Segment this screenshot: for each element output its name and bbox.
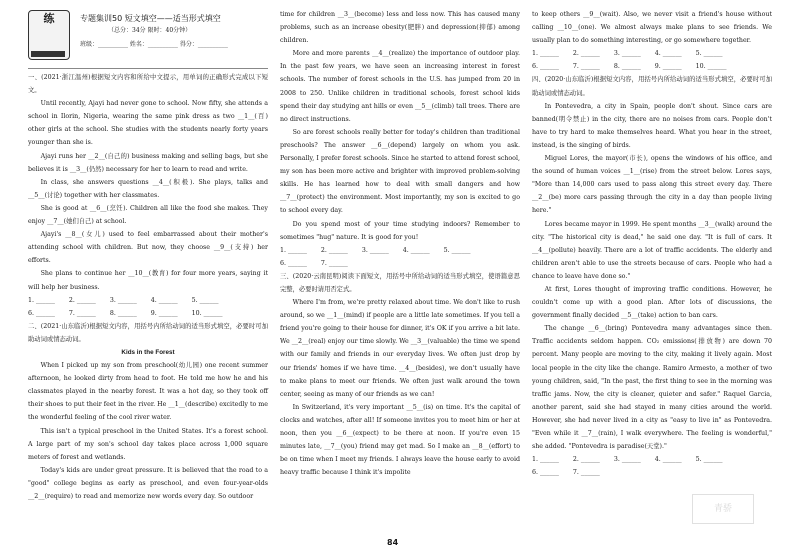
page-number: 84 <box>387 538 399 547</box>
answer-blank[interactable]: 1. ______ <box>280 246 307 254</box>
paragraph: More and more parents __4__(realize) the importance of outdoor play. In the past few years, we have seen an increasing interest in forest schools. The number of forest schools in the U.S. has jumped from 20 in 2008 to 250. Unlike children in traditional schools, forest school kids spend their day studying ant hills or even __5__(climb) tall trees. There are no direct instructions. <box>280 50 520 123</box>
paragraph: She plans to continue her __10__(教育) for four more years, saying it will help her business. <box>28 270 268 291</box>
answer-row <box>532 47 772 60</box>
column-left <box>28 8 268 503</box>
answer-blank[interactable]: 8. ______ <box>613 63 641 71</box>
answer-blank[interactable]: 9. ______ <box>654 63 682 71</box>
logo-text: 练 <box>43 12 55 25</box>
answer-blank[interactable]: 7. ______ <box>572 469 600 477</box>
paragraph: When I picked up my son from preschool(幼儿园) one recent summer afternoon, he looked dirty from head to foot. He told me how he and his classmates played in the nearby forest. It was a hot day, so they took off their shoes to put their feet in the river. He __1__(describe) excitedly to me the wonderful feeling of the cool river water. <box>28 362 268 422</box>
answer-row <box>280 257 520 270</box>
answer-blank[interactable]: 4. ______ <box>150 296 178 304</box>
answer-blank[interactable]: 5. ______ <box>695 50 723 58</box>
section-4-instruction: 四、(2020·山东临沂)根据短文内容，用括号内所给动词的适当形式填空，必要时可加助动词或情态动词。 <box>532 76 772 97</box>
answer-row <box>280 244 520 257</box>
paragraph: Ajayi runs her __2__(自己的) business making and selling bags, but she believes it is __3__(仍然) necessary for her to learn to read and write. <box>28 152 268 173</box>
answer-blank[interactable]: 4. ______ <box>654 50 682 58</box>
paragraph: In Pontevedra, a city in Spain, people don't shout. Since cars are banned(明令禁止) in the city, there are no noises from cars. People don't have to try hard to make themselves heard. What you hear in the street, instead, is the singing of birds. <box>532 102 772 149</box>
section-3-instruction: 三、(2020·云南昆明)阅读下面短文，用括号中所给动词的适当形式填空，使语篇意思完整，必要时请用否定式。 <box>280 272 520 293</box>
answer-blank[interactable]: 3. ______ <box>109 296 137 304</box>
paragraph: Do you spend most of your time studying indoors? Remember to sometimes "hug" nature. It is good for you! <box>280 220 520 241</box>
column-right <box>532 8 772 479</box>
paragraph: In Switzerland, it's very important __5__(is) on time. It's the capital of clocks and watches, after all! If someone invites you to meet him or her at noon, then you __6__(expect) to be there at noon. If you're even 15 minutes late, __7__(you) friend may get mad. So I make an __8__(effort) to be on time when I meet my friends. I always leave the house early to avoid heavy traffic because I think it's impolite <box>280 403 520 477</box>
section-1-instruction: 一、(2021·浙江温州)根据短文内容和所给中文提示，用单词的正确形式完成以下短文。 <box>28 74 268 95</box>
answer-blank[interactable]: 1. ______ <box>28 296 55 304</box>
answer-blank[interactable]: 2. ______ <box>68 296 96 304</box>
answer-blank[interactable]: 6. ______ <box>532 63 559 71</box>
answer-blank[interactable]: 4. ______ <box>654 456 682 464</box>
answer-blank[interactable]: 2. ______ <box>572 456 600 464</box>
answer-blank[interactable]: 5. ______ <box>443 246 471 254</box>
answer-row <box>532 453 772 466</box>
watermark-stamp: 青骄 <box>692 494 754 524</box>
answer-blank[interactable]: 3. ______ <box>613 456 641 464</box>
answer-row <box>532 60 772 73</box>
answer-blank[interactable]: 5. ______ <box>695 456 723 464</box>
paragraph: Today's kids are under great pressure. It is believed that the road to a "good" college begins as early as preschool, and even four-year-olds __2__(require) to read and memorize new words every day. So outdoor <box>28 466 268 500</box>
answer-row <box>28 294 268 307</box>
answer-blank[interactable]: 2. ______ <box>572 50 600 58</box>
answer-blank[interactable]: 8. ______ <box>109 309 137 317</box>
paragraph: So are forest schools really better for today's children than traditional preschools? The answer __6__(depend) largely on whom you ask. Personally, I prefer forest schools. Since he started to attend forest school, my son has been more active and brighter with improved problem-solving skills. He has learned how to deal with small dangers and how __7__(protect) the environment. Most importantly, my son is excited to go to school every day. <box>280 128 520 215</box>
paragraph: Miguel Lores, the mayor(市长), opens the windows of his office, and the sound of human voices __1__(rise) from the street below. Lores says, "More than 14,000 cars used to pass along this street every day. There __2__(be) more cars passing through the city in a day than people living here." <box>532 155 772 215</box>
answer-blank[interactable]: 7. ______ <box>572 63 600 71</box>
answer-blank[interactable]: 10. ______ <box>191 309 223 317</box>
answer-blank[interactable]: 3. ______ <box>361 246 389 254</box>
answer-blank[interactable]: 1. ______ <box>532 456 559 464</box>
column-middle <box>280 8 520 479</box>
worksheet-header <box>28 8 268 69</box>
paragraph: The change __6__(bring) Pontevedra many advantages since then. Traffic accidents seldom happen. CO₂ emissions(排放物) are down 70 percent. Many people are moving to the city, making it lively again. Most local people in the city like the change. Ramiro Armesto, a mother of two young children, said, "In the past, the first thing to see in the morning was traffic jams. Now, the city is cleaner, quieter and safer." Raquel Garcia, another parent, said she had stayed in many cities around the world. However, she had never lived in a city as "easy to live in" as Pontevedra. "Even while it __7__(rain), I walk everywhere. The feeling is wonderful," she added. "Pontevedra is paradise(天堂)." <box>532 325 772 451</box>
paragraph: Until recently, Ajayi had never gone to school. Now fifty, she attends a school in Ilorin, Nigeria, wearing the same pink dress as two __1__(百) other girls at the school. She studies with the students nearly forty years younger than she is. <box>28 100 268 147</box>
answer-blank[interactable]: 9. ______ <box>150 309 178 317</box>
answer-blank[interactable]: 5. ______ <box>191 296 219 304</box>
worksheet-title: 专题集训50 短文填空——适当形式填空 <box>80 14 221 23</box>
paragraph: Lores became mayor in 1999. He spent months __3__(walk) around the city. "The historical city is dead," he said one day. "It is full of cars. It __4__(pollute) heavily. There are a lot of traffic accidents. The elderly and children aren't able to use the streets because of cars. People who had a chance to leave have done so." <box>532 220 772 280</box>
worksheet-subtitle: （总分：34分 限时：40分钟） <box>108 27 192 34</box>
answer-blank[interactable]: 10. ______ <box>695 63 727 71</box>
answer-blank[interactable]: 1. ______ <box>532 50 559 58</box>
paragraph: Where I'm from, we're pretty relaxed about time. We don't like to rush around, so we __1__(mind) if people are a little late sometimes. If you tell a friend you're going to their house for dinner, it's OK if you arrive a bit late. We __2__(real) enjoy our time slowly. We __3__(valuable) the time we spend with our family and friends in our everyday lives. We often just drop by our friends' homes if we have time. __4__(besides), we don't usually have to make plans to meet our friends. We often just walk around the town center, seeing as many of our friends as we can! <box>280 299 520 398</box>
answer-blank[interactable]: 7. ______ <box>68 309 96 317</box>
answer-blank[interactable]: 6. ______ <box>28 309 55 317</box>
answer-blank[interactable]: 6. ______ <box>532 469 559 477</box>
answer-blank[interactable]: 6. ______ <box>280 259 307 267</box>
paragraph: This isn't a typical preschool in the United States. It's a forest school. A large part of my son's school day takes place across 1,000 square meters of forest and wetlands. <box>28 427 268 461</box>
paragraph: time for children __3__(become) less and less now. This has caused many problems, such as an increase obesity(肥胖) and depression(抑郁) among children. <box>280 11 520 45</box>
answer-blank[interactable]: 4. ______ <box>402 246 430 254</box>
paragraph: In class, she answers questions __4__(积极). She plays, talks and __5__(讨论) together with her classmates. <box>28 178 268 199</box>
student-info-line: 班级：__________ 姓名：__________ 得分：__________ <box>80 41 228 48</box>
answer-blank[interactable]: 2. ______ <box>320 246 348 254</box>
answer-row <box>28 307 268 320</box>
passage-title: Kids in the Forest <box>121 348 175 356</box>
answer-blank[interactable]: 7. ______ <box>320 259 348 267</box>
logo <box>28 10 70 60</box>
paragraph: Ajayi's __8__(女儿) used to feel embarrassed about their mother's attending school with children. But now, they choose __9__(支持) her efforts. <box>28 231 268 265</box>
paragraph: She is good at __6__(烹饪). Children all like the food she makes. They enjoy __7__(她们自己) at school. <box>28 204 268 226</box>
answer-row <box>532 466 772 479</box>
paragraph: to keep others __9__(wait). Also, we never visit a friend's house without calling __10__(one). We almost always make plans to see friends. We usually plan to do something interesting, or go somewhere together. <box>532 11 772 45</box>
section-2-instruction: 二、(2021·山东临沂)根据短文内容，用括号内所给动词的适当形式填空，必要时可加助动词或情态动词。 <box>28 322 268 343</box>
paragraph: At first, Lores thought of improving traffic conditions. However, he couldn't come up with a good plan. After lots of discussions, the government finally decided __5__(take) action to ban cars. <box>532 285 772 320</box>
answer-blank[interactable]: 3. ______ <box>613 50 641 58</box>
